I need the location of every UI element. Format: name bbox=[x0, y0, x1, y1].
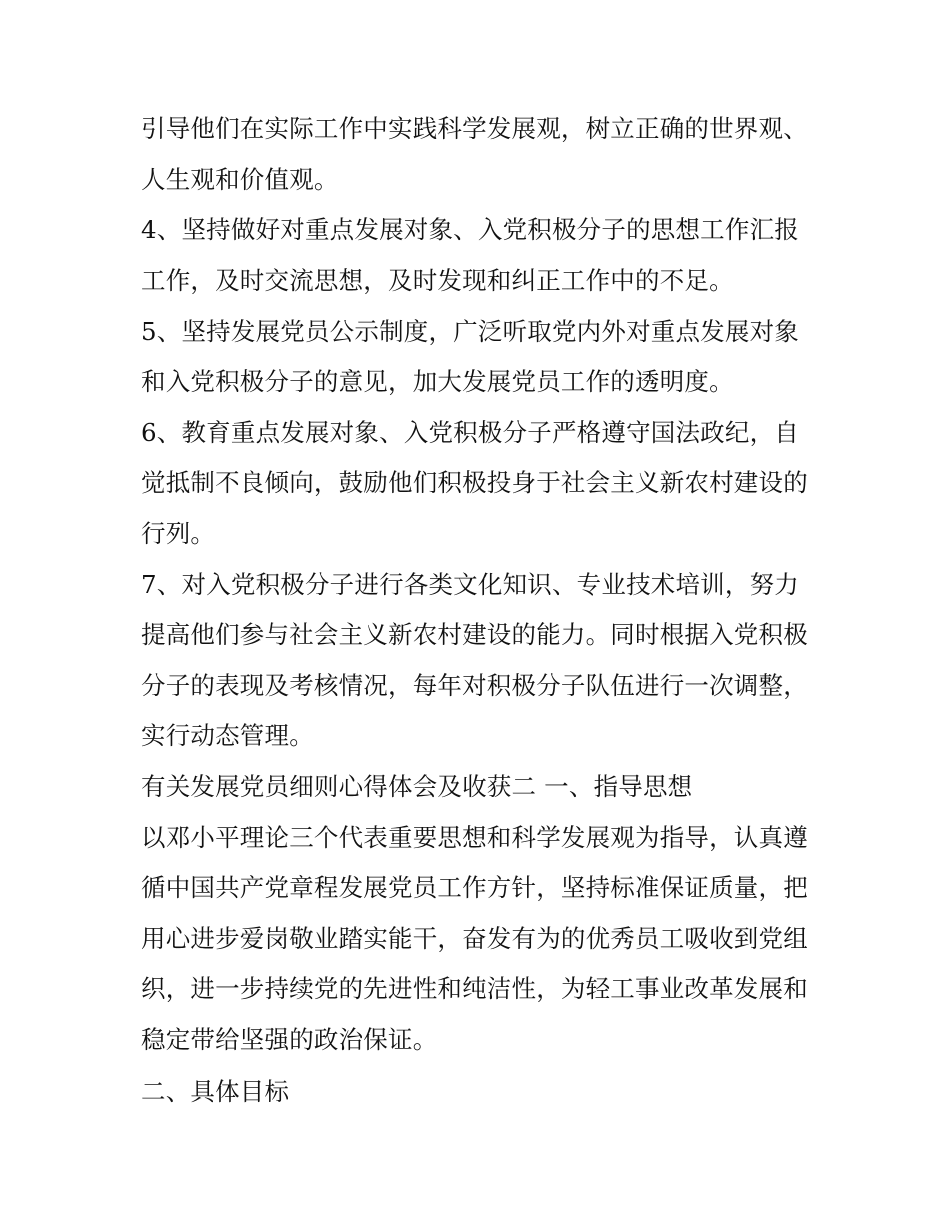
text-line: 7、对入党积极分子进行各类文化知识、专业技术培训，努力 bbox=[141, 570, 799, 599]
text-line: 实行动态管理。 bbox=[141, 721, 314, 750]
text-line: 稳定带给坚强的政治保证。 bbox=[141, 1025, 438, 1054]
text-line: 分子的表现及考核情况，每年对积极分子队伍进行一次调整， bbox=[141, 671, 808, 700]
text-line: 觉抵制不良倾向，鼓励他们积极投身于社会主义新农村建设的 bbox=[141, 468, 808, 497]
text-line: 6、教育重点发展对象、入党积极分子严格遵守国法政纪，自 bbox=[141, 418, 799, 447]
section-heading: 有关发展党员细则心得体会及收获二 一、指导思想 bbox=[141, 772, 693, 801]
text-line: 引导他们在实际工作中实践科学发展观，树立正确的世界观、 bbox=[141, 114, 808, 143]
text-line: 提高他们参与社会主义新农村建设的能力。同时根据入党积极 bbox=[141, 620, 808, 649]
text-line: 织，进一步持续党的先进性和纯洁性，为轻工事业改革发展和 bbox=[141, 974, 808, 1003]
text-line: 人生观和价值观。 bbox=[141, 165, 339, 194]
text-line: 以邓小平理论三个代表重要思想和科学发展观为指导，认真遵 bbox=[141, 823, 808, 852]
text-line: 行列。 bbox=[141, 519, 216, 548]
section-heading: 二、具体目标 bbox=[141, 1077, 290, 1106]
text-line: 循中国共产党章程发展党员工作方针，坚持标准保证质量，把 bbox=[141, 873, 808, 902]
text-line: 5、坚持发展党员公示制度，广泛听取党内外对重点发展对象 bbox=[141, 317, 799, 346]
text-line: 用心进步爱岗敬业踏实能干，奋发有为的优秀员工吸收到党组 bbox=[141, 924, 808, 953]
text-line: 4、坚持做好对重点发展对象、入党积极分子的思想工作汇报 bbox=[141, 215, 799, 244]
text-line: 和入党积极分子的意见，加大发展党员工作的透明度。 bbox=[141, 367, 734, 396]
text-line: 工作，及时交流思想，及时发现和纠正工作中的不足。 bbox=[141, 266, 734, 295]
